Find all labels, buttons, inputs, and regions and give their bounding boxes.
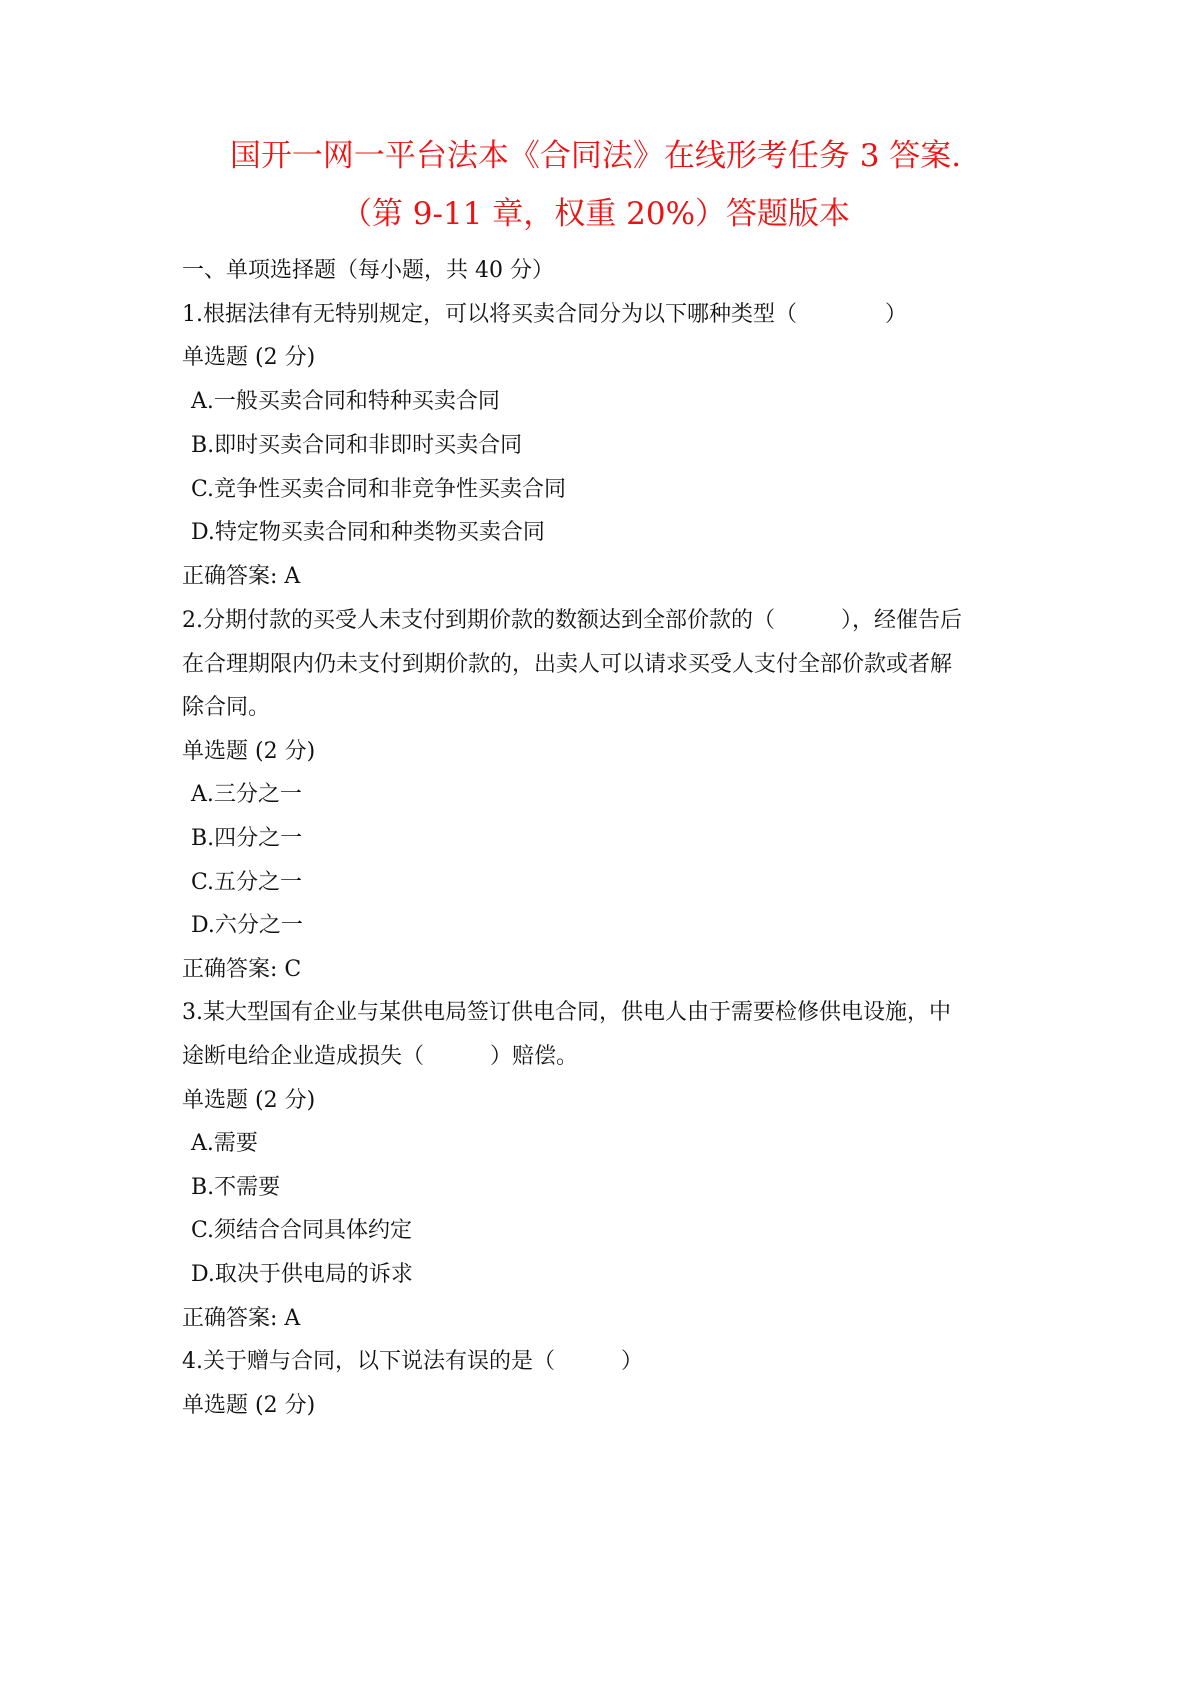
- question-1-option-d: D.特定物买卖合同和种类物买卖合同: [191, 520, 545, 545]
- question-2-type: 单选题 (2 分): [182, 739, 316, 764]
- question-2-option-a: A.三分之一: [191, 782, 302, 807]
- question-4-stem: 4.关于赠与合同，以下说法有误的是（ ）: [182, 1349, 643, 1374]
- question-2-stem-line-3: 除合同。: [182, 695, 271, 720]
- question-3-stem-line-2: 途断电给企业造成损失（ ）赔偿。: [182, 1044, 579, 1069]
- question-1-type: 单选题 (2 分): [182, 345, 316, 370]
- question-2-option-d: D.六分之一: [191, 913, 303, 938]
- question-2-answer: 正确答案: C: [182, 957, 302, 982]
- question-1-option-b: B.即时买卖合同和非即时买卖合同: [191, 433, 523, 458]
- document-title-line-1: 国开一网一平台法本《合同法》在线形考任务 3 答案.: [229, 138, 962, 174]
- question-2-option-b: B.四分之一: [191, 826, 303, 851]
- document-title-line-2: （第 9-11 章，权重 20%）答题版本: [340, 196, 851, 232]
- question-1-stem: 1.根据法律有无特别规定，可以将买卖合同分为以下哪种类型（ ）: [182, 302, 907, 327]
- question-3-stem-line-1: 3.某大型国有企业与某供电局签订供电合同，供电人由于需要检修供电设施，中: [182, 1000, 951, 1025]
- question-3-option-a: A.需要: [191, 1131, 258, 1156]
- question-1-option-c: C.竞争性买卖合同和非竞争性买卖合同: [191, 477, 567, 502]
- question-3-answer: 正确答案: A: [182, 1306, 301, 1331]
- question-3-option-d: D.取决于供电局的诉求: [191, 1262, 413, 1287]
- question-3-option-c: C.须结合合同具体约定: [191, 1218, 413, 1243]
- section-heading: 一、单项选择题（每小题，共 40 分）: [182, 258, 554, 283]
- question-1-answer: 正确答案: A: [182, 564, 301, 589]
- question-2-stem-line-2: 在合理期限内仍未支付到期价款的，出卖人可以请求买受人支付全部价款或者解: [182, 652, 953, 677]
- question-3-option-b: B.不需要: [191, 1175, 281, 1200]
- question-2-stem-line-1: 2.分期付款的买受人未支付到期价款的数额达到全部价款的（ ），经催告后: [182, 608, 962, 633]
- question-1-option-a: A.一般买卖合同和特种买卖合同: [191, 389, 500, 414]
- question-4-type: 单选题 (2 分): [182, 1393, 316, 1418]
- question-3-type: 单选题 (2 分): [182, 1088, 316, 1113]
- question-2-option-c: C.五分之一: [191, 870, 303, 895]
